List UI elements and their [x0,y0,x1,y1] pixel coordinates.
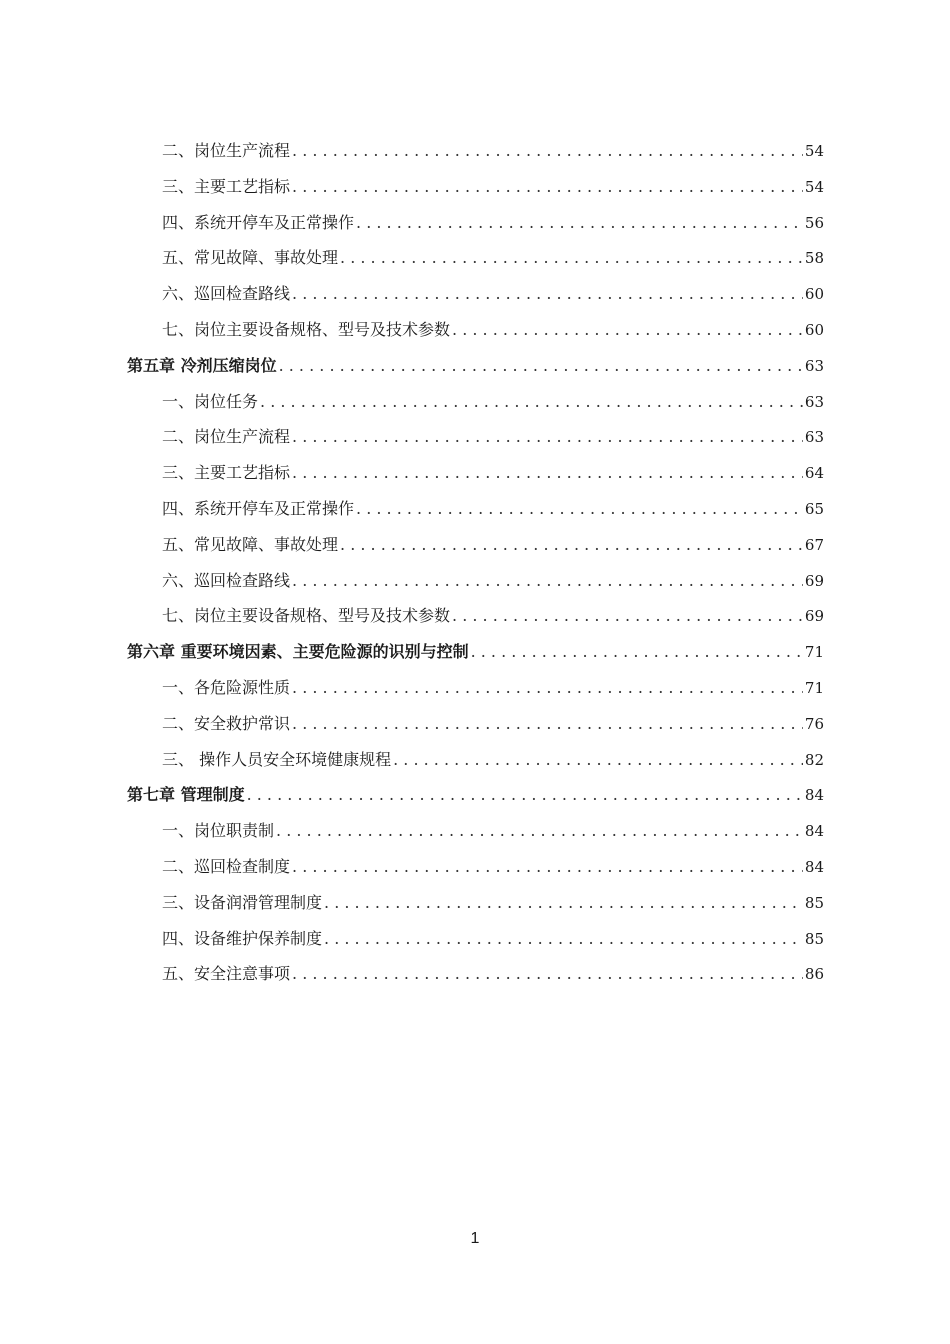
toc-entry[interactable] [127,419,824,455]
toc-entry-label: 四、系统开停车及正常操作 [162,498,355,518]
dot-leader [292,276,803,312]
dot-leader [279,348,803,384]
dot-leader [292,849,803,885]
table-of-contents [127,133,824,992]
toc-entry[interactable] [127,921,824,957]
toc-entry[interactable] [127,384,824,420]
toc-entry[interactable] [127,133,824,169]
toc-entry[interactable] [127,205,824,241]
toc-entry[interactable] [127,777,824,813]
toc-entry-label: 七、岗位主要设备规格、型号及技术参数 [162,606,451,626]
dot-leader [292,956,803,992]
toc-entry-label: 一、各危险源性质 [162,677,291,697]
toc-entry[interactable] [127,706,824,742]
page-number: 1 [470,1230,480,1247]
toc-entry-page: 65 [804,499,824,518]
toc-entry[interactable] [127,885,824,921]
dot-leader [324,885,803,921]
toc-entry-page: 63 [804,392,824,411]
toc-entry-page: 60 [804,320,824,339]
toc-entry[interactable] [127,598,824,634]
toc-entry-label: 四、设备维护保养制度 [162,928,323,948]
toc-entry-label: 四、系统开停车及正常操作 [162,212,355,232]
toc-entry[interactable] [127,276,824,312]
dot-leader [324,921,803,957]
toc-entry-label: 二、岗位生产流程 [162,427,291,447]
toc-entry[interactable] [127,742,824,778]
toc-entry[interactable] [127,956,824,992]
dot-leader [260,384,803,420]
toc-entry-page: 71 [804,678,824,697]
dot-leader [292,563,803,599]
toc-entry-page: 54 [804,142,824,160]
toc-entry[interactable] [127,813,824,849]
dot-leader [292,169,803,205]
toc-entry-label: 第六章 重要环境因素、主要危险源的识别与控制 [127,642,469,662]
toc-entry-label: 五、常见故障、事故处理 [162,248,339,268]
toc-entry[interactable] [127,240,824,276]
toc-entry-page: 63 [804,428,824,447]
toc-entry-page: 76 [804,714,824,733]
toc-entry-label: 三、主要工艺指标 [162,463,291,483]
dot-leader [356,205,803,241]
toc-entry[interactable] [127,491,824,527]
toc-entry[interactable] [127,169,824,205]
toc-entry-page: 84 [804,822,824,841]
toc-entry-label: 一、岗位任务 [162,391,259,411]
toc-entry[interactable] [127,455,824,491]
dot-leader [276,813,803,849]
toc-entry[interactable] [127,849,824,885]
toc-entry-label: 三、主要工艺指标 [162,176,291,196]
toc-entry[interactable] [127,527,824,563]
toc-entry-label: 二、岗位生产流程 [162,141,291,160]
dot-leader [292,419,803,455]
dot-leader [292,455,803,491]
toc-entry[interactable] [127,563,824,599]
toc-entry-label: 第七章 管理制度 [127,785,245,805]
dot-leader [247,777,803,813]
dot-leader [356,491,803,527]
toc-entry-page: 86 [804,965,824,984]
dot-leader [340,240,803,276]
toc-entry-page: 64 [804,464,824,483]
toc-entry-page: 63 [804,356,824,375]
toc-entry[interactable] [127,670,824,706]
toc-entry-label: 七、岗位主要设备规格、型号及技术参数 [162,319,451,339]
toc-entry-label: 三、设备润滑管理制度 [162,892,323,912]
dot-leader [452,312,803,348]
toc-entry-page: 54 [804,177,824,196]
toc-entry-page: 71 [804,643,824,662]
toc-entry-page: 85 [804,893,824,912]
toc-entry-page: 60 [804,285,824,304]
dot-leader [292,133,803,169]
toc-entry-page: 85 [804,929,824,948]
toc-entry-label: 五、安全注意事项 [162,964,291,984]
toc-entry-page: 84 [804,786,824,805]
toc-entry-label: 一、岗位职责制 [162,821,275,841]
toc-entry-label: 第五章 冷剂压缩岗位 [127,355,277,375]
dot-leader [292,670,803,706]
toc-entry[interactable] [127,348,824,384]
toc-entry-label: 五、常见故障、事故处理 [162,534,339,554]
toc-entry-page: 69 [804,571,824,590]
dot-leader [452,598,803,634]
toc-entry-label: 三、 操作人员安全环境健康规程 [162,749,392,769]
toc-entry-page: 58 [804,249,824,268]
toc-entry-page: 69 [804,607,824,626]
dot-leader [340,527,803,563]
toc-entry-label: 二、巡回检查制度 [162,856,291,876]
toc-entry-page: 67 [804,535,824,554]
toc-entry-label: 六、巡回检查路线 [162,284,291,304]
toc-entry-page: 82 [804,750,824,769]
dot-leader [471,634,803,670]
dot-leader [393,742,803,778]
toc-entry-label: 二、安全救护常识 [162,713,291,733]
dot-leader [292,706,803,742]
toc-entry-page: 84 [804,857,824,876]
toc-entry-label: 六、巡回检查路线 [162,570,291,590]
toc-entry[interactable] [127,634,824,670]
toc-entry[interactable] [127,312,824,348]
toc-entry-page: 56 [804,213,824,232]
